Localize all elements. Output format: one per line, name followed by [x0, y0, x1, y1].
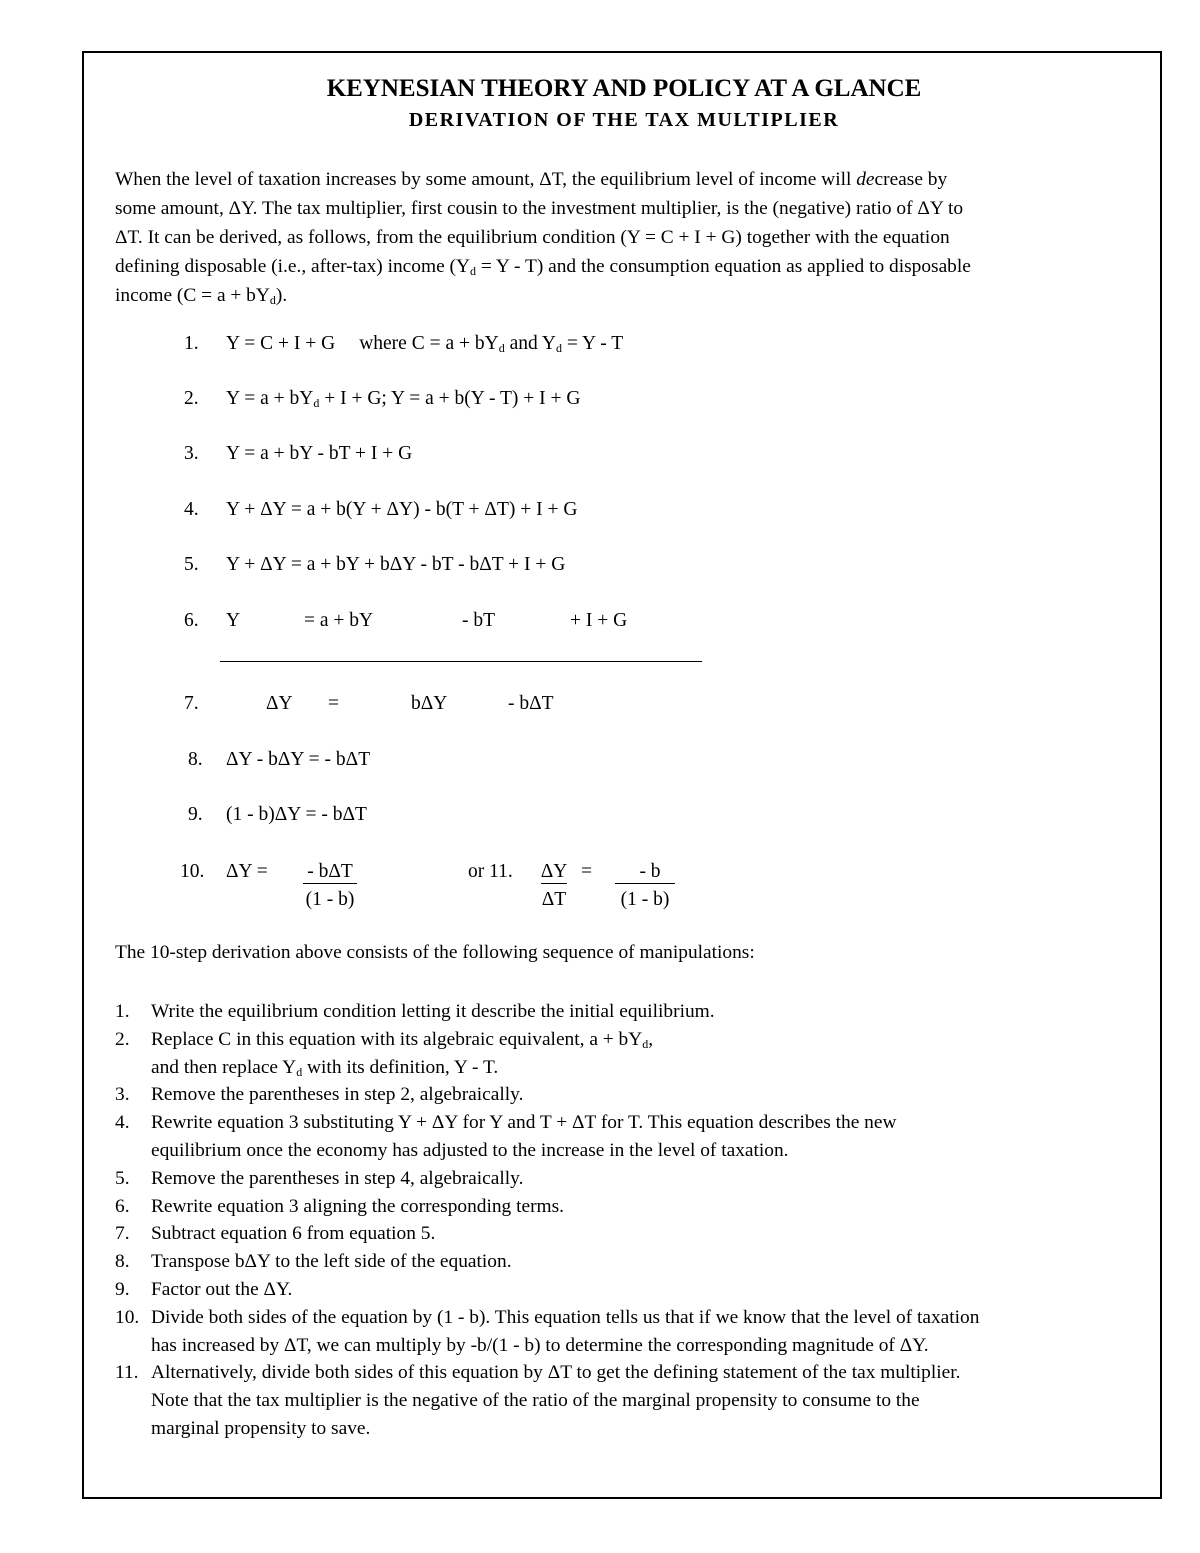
text: = Y - T: [561, 333, 624, 354]
equation-2: [226, 388, 580, 410]
equation-7-term: - bΔT: [508, 693, 554, 714]
text: Y = C + I + G: [226, 333, 336, 354]
equation-11-right-numerator: [605, 861, 685, 884]
text: defining disposable (i.e., after-tax) income (Y: [115, 256, 470, 277]
subscript: d: [296, 1064, 303, 1079]
intro-line: [115, 281, 1155, 310]
fraction-numerator: - b: [615, 861, 674, 884]
page-subtitle: DERIVATION OF THE TAX MULTIPLIER: [408, 109, 840, 131]
step-number: 9.: [115, 1278, 130, 1300]
equation-11-left-denominator: ΔT: [541, 889, 567, 910]
text: When the level of taxation increases by some amount, ΔT, the equilibrium level of income will: [115, 169, 857, 190]
subscript: d: [469, 264, 476, 278]
list-item: [115, 1081, 1160, 1109]
equation-10-numerator: [282, 861, 378, 884]
step-text: Remove the parentheses in step 4, algebraically.: [151, 1167, 524, 1189]
list-item: [115, 1304, 1160, 1360]
equation-number: 10.: [180, 861, 205, 882]
equation-number: 5.: [184, 554, 199, 575]
step-text: Note that the tax multiplier is the negative of the ratio of the marginal propensity to consume to the: [151, 1390, 920, 1412]
equation-3: Y = a + bY - bT + I + G: [226, 443, 413, 464]
step-text: Transpose bΔY to the left side of the equation.: [151, 1251, 512, 1273]
equation-10-denominator: (1 - b): [305, 889, 355, 910]
intro-paragraph: [115, 165, 1155, 310]
step-number: 11.: [115, 1362, 139, 1384]
subscript: d: [269, 293, 276, 307]
equation-1: [226, 333, 623, 355]
subscript: d: [498, 341, 505, 355]
step-number: 7.: [115, 1223, 130, 1245]
intro-line: some amount, ΔY. The tax multiplier, first cousin to the investment multiplier, is the (negative) ratio of ΔY to: [115, 198, 964, 219]
equation-11-left-numerator: [538, 861, 570, 884]
list-item: [115, 1248, 1160, 1276]
step-text: Factor out the ΔY.: [151, 1278, 293, 1300]
equation-11-equals: =: [581, 861, 592, 882]
text: + I + G; Y = a + b(Y - T) + I + G: [319, 388, 581, 409]
text: income (C = a + bY: [115, 285, 270, 306]
equation-11-right-denominator: (1 - b): [620, 889, 670, 910]
step-text: marginal propensity to save.: [151, 1417, 371, 1439]
text: ).: [275, 285, 288, 306]
step-number: 8.: [115, 1251, 130, 1273]
equation-6-term: = a + bY: [304, 610, 374, 631]
equation-number: 4.: [184, 499, 199, 520]
equation-7-term: bΔY: [411, 693, 448, 714]
list-item: [115, 1220, 1160, 1248]
equation-number: 7.: [184, 693, 199, 714]
step-number: 6.: [115, 1195, 130, 1217]
text: = Y - T) and the consumption equation as applied to disposable: [475, 256, 971, 277]
subtraction-rule: [220, 661, 702, 662]
step-number: 4.: [115, 1112, 130, 1134]
page-frame: [82, 51, 1162, 1499]
step-text: Divide both sides of the equation by (1 - b). This equation tells us that if we know that the level of taxation: [151, 1306, 980, 1328]
list-item: [115, 1026, 1160, 1082]
step-text: Remove the parentheses in step 2, algebraically.: [151, 1084, 524, 1106]
list-item: [115, 1193, 1160, 1221]
text: crease by: [874, 169, 948, 190]
step-text: [151, 1054, 1160, 1082]
fraction-numerator: ΔY: [540, 861, 568, 882]
equation-6-term: - bT: [462, 610, 496, 631]
equation-7-term: =: [328, 693, 339, 714]
text: and Y: [504, 333, 556, 354]
equation-number: 2.: [184, 388, 199, 409]
equation-8: ΔY - bΔY = - bΔT: [226, 749, 371, 770]
equation-number: 8.: [188, 749, 203, 770]
list-item: [115, 1276, 1160, 1304]
equation-9: (1 - b)ΔY = - bΔT: [226, 804, 367, 825]
list-item: [115, 1359, 1160, 1442]
equation-5: Y + ΔY = a + bY + bΔY - bT - bΔT + I + G: [226, 554, 566, 575]
equation-number: 3.: [184, 443, 199, 464]
intro-line: [115, 165, 1155, 194]
equation-6-term: Y: [226, 610, 241, 631]
text: Y = a + bY: [226, 388, 314, 409]
intro-line: [115, 252, 1155, 281]
emphasis: de: [856, 169, 875, 190]
subscript: d: [642, 1036, 649, 1051]
page-title: KEYNESIAN THEORY AND POLICY AT A GLANCE: [326, 75, 922, 102]
intro-line: ΔT. It can be derived, as follows, from the equilibrium condition (Y = C + I + G) together with the equation: [115, 227, 950, 248]
step-text: [151, 1026, 1160, 1054]
steps-intro: The 10-step derivation above consists of the following sequence of manipulations:: [115, 942, 755, 963]
step-text: equilibrium once the economy has adjusted to the increase in the level of taxation.: [151, 1139, 789, 1161]
equation-number: 1.: [184, 333, 199, 354]
fraction-numerator: - bΔT: [303, 861, 357, 884]
step-number: 10.: [115, 1306, 140, 1328]
equation-7-term: ΔY: [266, 693, 293, 714]
subscript: d: [313, 396, 320, 410]
list-item: [115, 1165, 1160, 1193]
subscript: d: [555, 341, 562, 355]
step-text: Subtract equation 6 from equation 5.: [151, 1223, 436, 1245]
step-text: Rewrite equation 3 substituting Y + ΔY for Y and T + ΔT for T. This equation describes the new: [151, 1112, 897, 1134]
equation-10-lhs: ΔY =: [226, 861, 268, 882]
equation-number: 9.: [188, 804, 203, 825]
step-number: 1.: [115, 1001, 130, 1022]
step-text: Alternatively, divide both sides of this equation by ΔT to get the defining statement of the tax multiplier.: [151, 1362, 961, 1384]
step-text: has increased by ΔT, we can multiply by -b/(1 - b) to determine the corresponding magnitude of ΔY.: [151, 1334, 929, 1356]
step-number: 2.: [115, 1028, 130, 1050]
text: Replace C in this equation with its algebraic equivalent, a + bY: [151, 1028, 643, 1050]
equation-4: Y + ΔY = a + b(Y + ΔY) - b(T + ΔT) + I + G: [226, 499, 578, 520]
steps-list: [115, 998, 1160, 1443]
step-text: Rewrite equation 3 aligning the corresponding terms.: [151, 1195, 565, 1217]
list-item: [115, 998, 1160, 1026]
step-number: 5.: [115, 1167, 130, 1189]
text: and then replace Y: [151, 1056, 297, 1078]
equation-11-prefix: or 11.: [468, 861, 513, 882]
step-number: 3.: [115, 1084, 130, 1106]
text: ,: [648, 1028, 654, 1050]
text: where C = a + bY: [359, 333, 499, 354]
list-item: [115, 1109, 1160, 1165]
equation-number: 6.: [184, 610, 199, 631]
equation-6-term: + I + G: [570, 610, 628, 631]
step-text: Write the equilibrium condition letting it describe the initial equilibrium.: [151, 1001, 715, 1022]
text: with its definition, Y - T.: [302, 1056, 499, 1078]
